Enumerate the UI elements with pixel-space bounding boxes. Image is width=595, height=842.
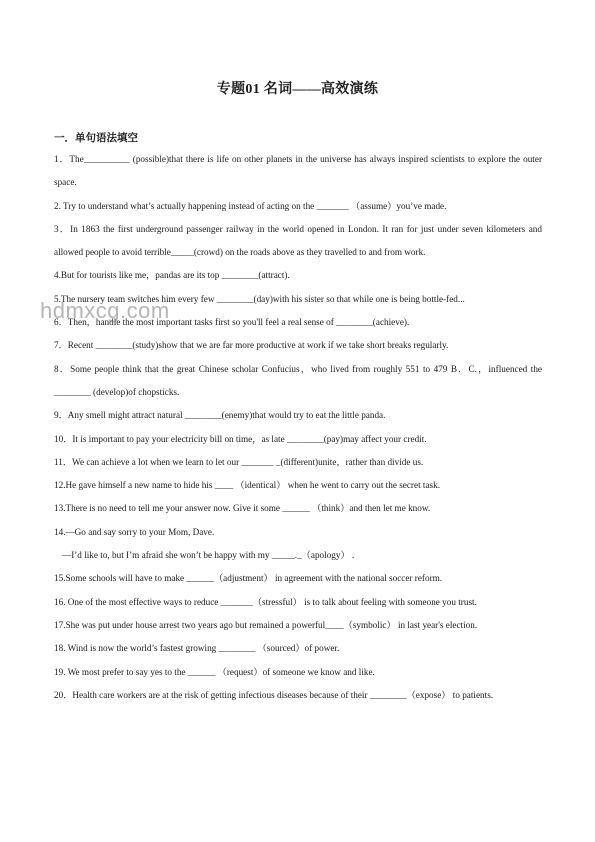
question-item: 3．In 1863 the first underground passenger railway in the world opened in London. It ran for just under seven kilometers and allowed people to avoid terrible_____(crowd) on the roads above as they travelled to and from work.	[54, 223, 542, 258]
question-item: 4.But for tourists like me，pandas are its top ________(attract).	[54, 270, 290, 281]
question-item: 2. Try to understand what’s actually happening instead of acting on the _______ （assume）you’ve made.	[54, 200, 447, 211]
section-heading: 一．单句语法填空	[54, 133, 138, 144]
question-item: 12.He gave himself a new name to hide his ____ （identical） when he went to carry out the secret task.	[54, 480, 441, 491]
question-item: 20．Health care workers are at the risk of getting infectious diseases because of their ________（expose） to patients.	[54, 689, 494, 700]
question-item: 9．Any smell might attract natural ________(enemy)that would try to eat the little panda.	[54, 410, 386, 421]
question-item: 1．The__________ (possible)that there is life on other planets in the universe has always inspired scientists to explore the outer space.	[54, 154, 542, 188]
question-item: 18. Wind is now the world’s fastest growing ________ （sourced）of power.	[54, 643, 340, 654]
question-item: 13.There is no need to tell me your answer now. Give it some ______ （think）and then let me know.	[54, 503, 431, 514]
question-list	[54, 148, 542, 707]
question-item: 19. We most prefer to say yes to the ______ （request）of someone we know and like.	[54, 666, 375, 677]
question-item: 14.—Go and say sorry to your Mom, Dave.	[54, 526, 215, 537]
question-item: 8．Some people think that the great Chinese scholar Confucius，who lived from roughly 551 to 479 B．C.，influenced the ________ (develop)of chopsticks.	[54, 363, 542, 397]
page-title: 专题01 名词——高效演练	[216, 82, 379, 97]
watermark-text: hdmxcg.com	[40, 298, 170, 323]
question-item: 11．We can achieve a lot when we learn to let our _______ _(different)unite，rather than divide us.	[54, 456, 424, 467]
question-item: 10．It is important to pay your electricity bill on time，as late ________(pay)may affect your credit.	[54, 433, 427, 444]
question-item: 6．Then，handle the most important tasks first so you'll feel a real sense of ________(achieve).	[54, 317, 410, 328]
question-item: 5.The nursery team switches him every few ________(day)with his sister so that while one is being bottle-fed...	[54, 293, 465, 304]
question-item: 7．Recent ________(study)show that we are far more productive at work if we take short breaks regularly.	[54, 340, 449, 351]
question-item: 17.She was put under house arrest two years ago but remained a powerful____（symbolic） in last year's election.	[54, 619, 478, 630]
question-item: 15.Some schools will have to make ______（adjustment） in agreement with the national soccer reform.	[54, 573, 443, 584]
question-item-reply: —I’d like to, but I’m afraid she won’t be happy with my _____._（apology） .	[62, 550, 355, 561]
question-item: 16. One of the most effective ways to reduce _______（stressful） is to talk about feeling with someone you trust.	[54, 596, 477, 607]
